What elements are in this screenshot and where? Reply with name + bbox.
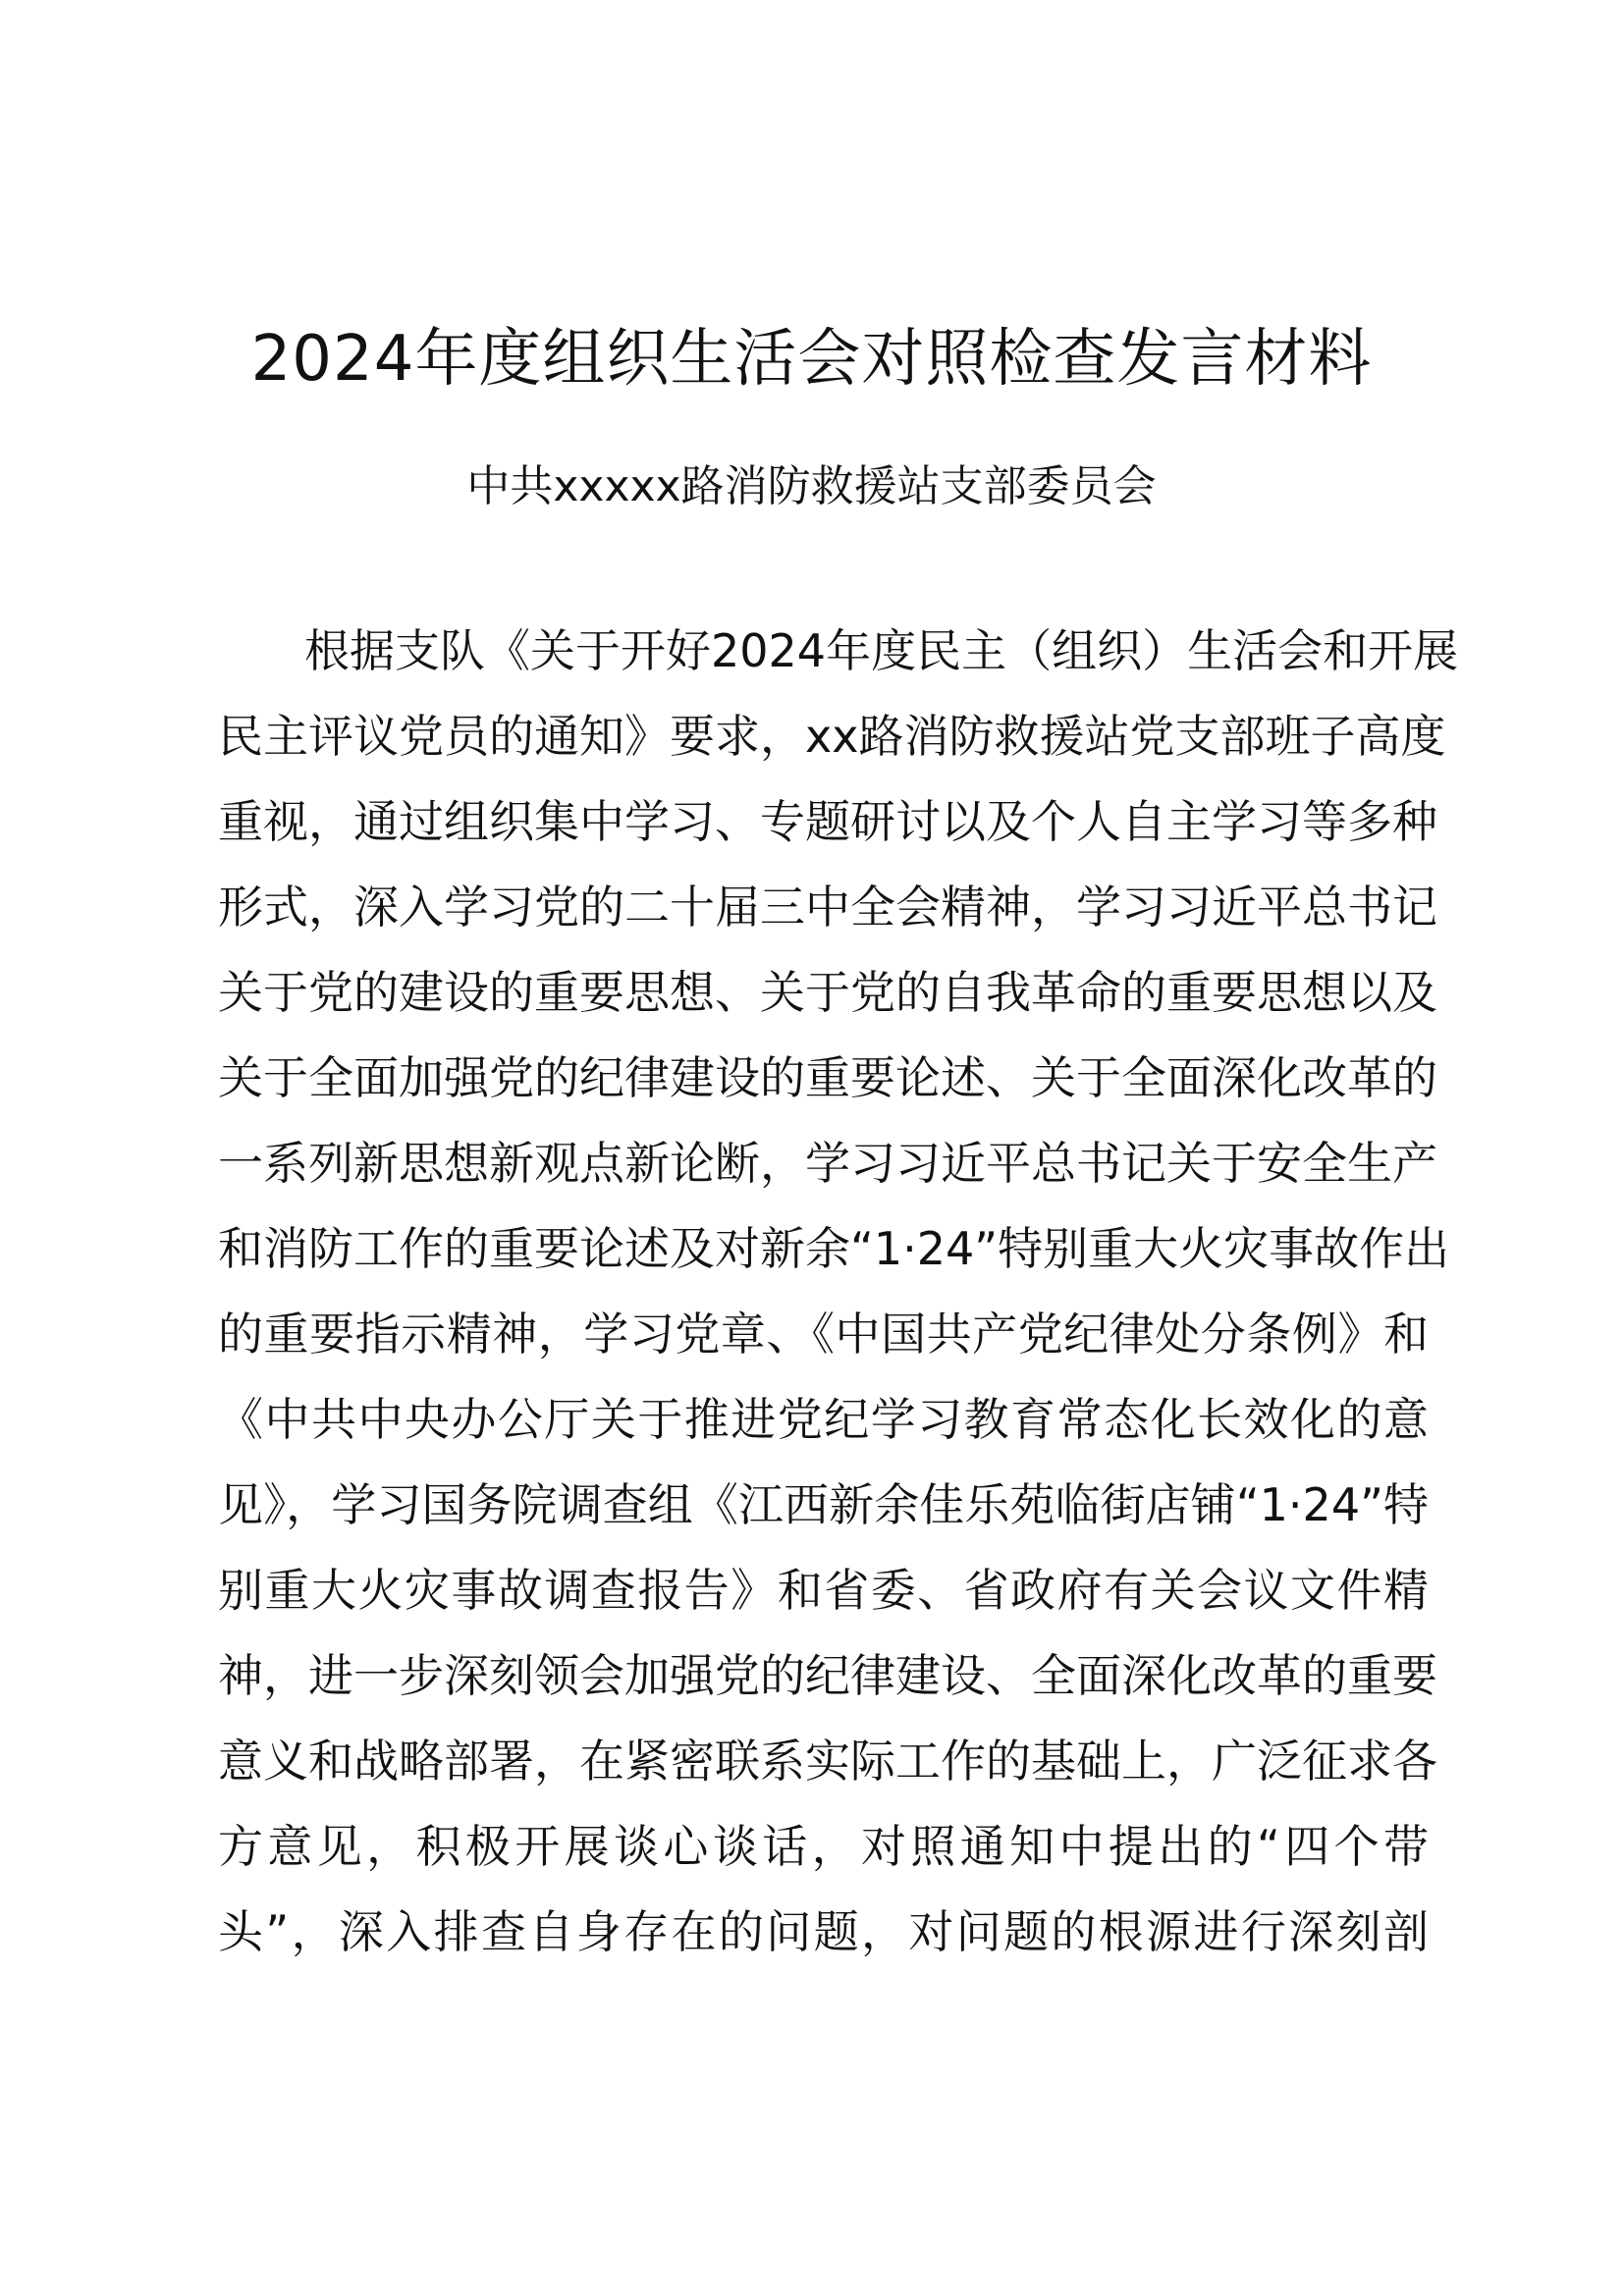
body-line: 别重大火灾事故调查报告》和省委、省政府有关会议文件精: [218, 1564, 1429, 1617]
body-line: 意义和战略部署，在紧密联系实际工作的基础上，广泛征求各: [218, 1735, 1437, 1788]
document-subtitle: 中共xxxxx路消防救援站支部委员会: [466, 461, 1157, 511]
body-line: 重视，通过组织集中学习、专题研讨以及个人自主学习等多种: [218, 795, 1437, 848]
body-line: 根据支队《关于开好2024年度民主（组织）生活会和开展: [304, 624, 1459, 677]
body-line: 头”，深入排查自身存在的问题，对问题的根源进行深刻剖: [218, 1905, 1429, 1958]
body-line: 见》，学习国务院调查组《江西新余佳乐苑临街店铺“1·24”特: [218, 1478, 1429, 1531]
body-line: 方意见，积极开展谈心谈话，对照通知中提出的“四个带: [218, 1820, 1429, 1873]
body-line: 的重要指示精神，学习党章、《中国共产党纪律处分条例》和: [218, 1308, 1429, 1361]
body-line: 神，进一步深刻领会加强党的纪律建设、全面深化改革的重要: [218, 1649, 1437, 1702]
body-line: 关于全面加强党的纪律建设的重要论述、关于全面深化改革的: [218, 1051, 1437, 1104]
document-title: 2024年度组织生活会对照检查发言材料: [250, 323, 1373, 396]
body-line: 关于党的建设的重要思想、关于党的自我革命的重要思想以及: [218, 966, 1437, 1019]
body-line: 《中共中央办公厅关于推进党纪学习教育常态化长效化的意: [218, 1393, 1429, 1446]
document-body: [218, 618, 1459, 1985]
body-line: 一系列新思想新观点新论断，学习习近平总书记关于安全生产: [218, 1137, 1437, 1190]
body-line: 民主评议党员的通知》要求，xx路消防救援站党支部班子高度: [218, 710, 1446, 763]
body-line: 形式，深入学习党的二十届三中全会精神，学习习近平总书记: [218, 881, 1437, 934]
body-line: 和消防工作的重要论述及对新余“1·24”特别重大火灾事故作出: [218, 1222, 1450, 1275]
